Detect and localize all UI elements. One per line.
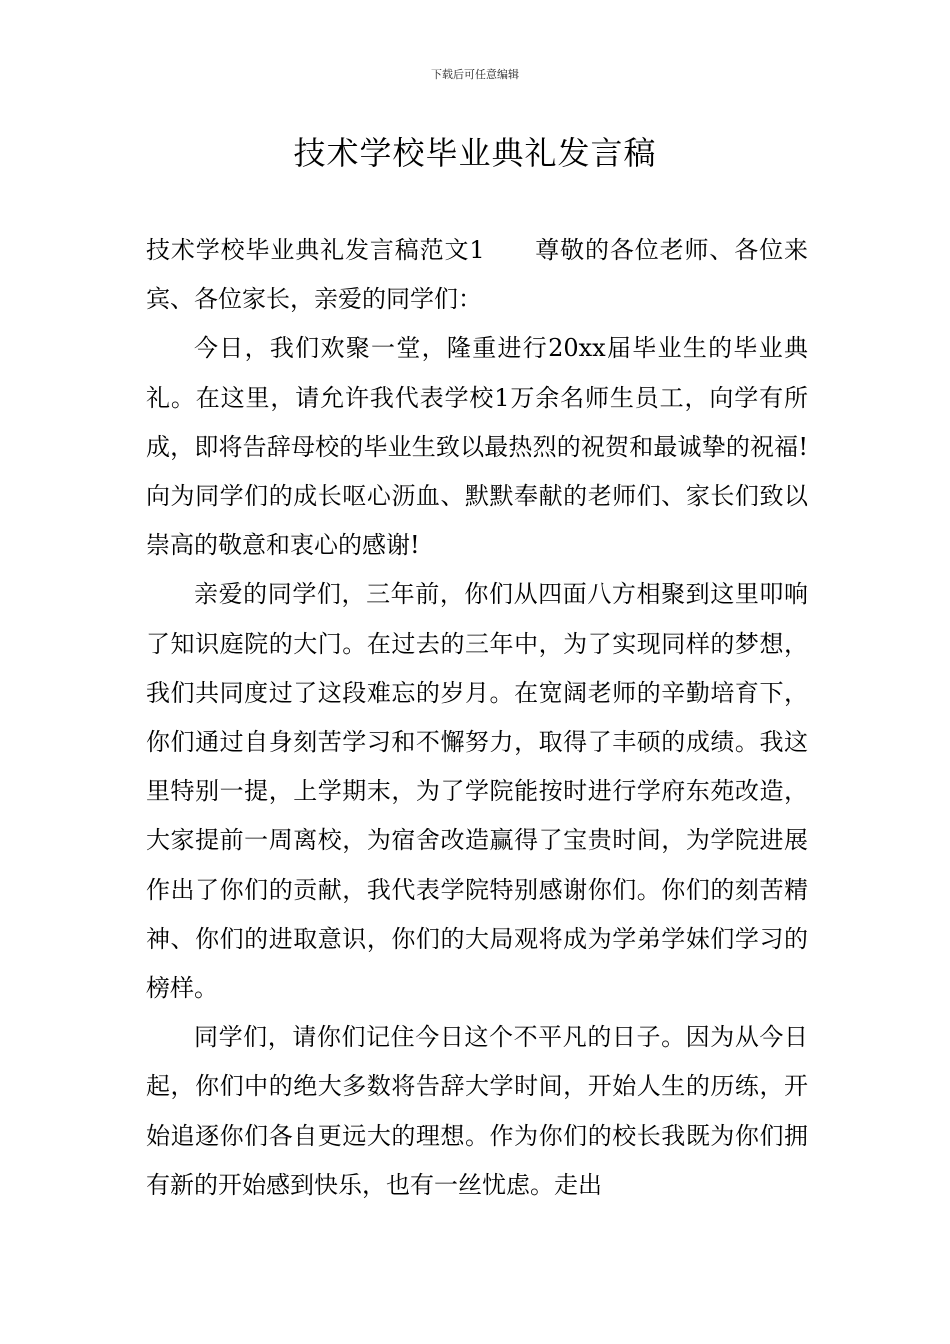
paragraph-2: 亲爱的同学们，三年前，你们从四面八方相聚到这里叩响了知识庭院的大门。在过去的三年中，为了实现同样的梦想，我们共同度过了这段难忘的岁月。在宽阔老师的辛勤培育下，你们通过自身刻苦学习和不懈努力，取得了丰硕的成绩。我这里特别一提，上学期末，为了学院能按时进行学府东苑改造，大家提前一周离校，为宿舍改造赢得了宝贵时间，为学院进展作出了你们的贡献，我代表学院特别感谢你们。你们的刻苦精神、你们的进取意识，你们的大局观将成为学弟学妹们学习的榜样。 bbox=[146, 580, 808, 1003]
document-body bbox=[146, 226, 808, 1210]
header-note: 下载后可任意编辑 bbox=[431, 68, 519, 81]
document-title: 技术学校毕业典礼发言稿 bbox=[293, 134, 657, 172]
paragraph-3: 同学们，请你们记住今日这个不平凡的日子。因为从今日起，你们中的绝大多数将告辞大学时间，开始人生的历练，开始追逐你们各自更远大的理想。作为你们的校长我既为你们拥有新的开始感到快乐，也有一丝忧虑。走出 bbox=[146, 1023, 808, 1199]
paragraph-intro: 技术学校毕业典礼发言稿范文1 尊敬的各位老师、各位来宾、各位家长，亲爱的同学们： bbox=[146, 236, 808, 314]
paragraph-1: 今日，我们欢聚一堂，隆重进行20xx届毕业生的毕业典礼。在这里，请允许我代表学校1万余名师生员工，向学有所成，即将告辞母校的毕业生致以最热烈的祝贺和最诚挚的祝福!向为同学们的成长呕心沥血、默默奉献的老师们、家长们致以崇高的敬意和衷心的感谢! bbox=[146, 334, 808, 560]
